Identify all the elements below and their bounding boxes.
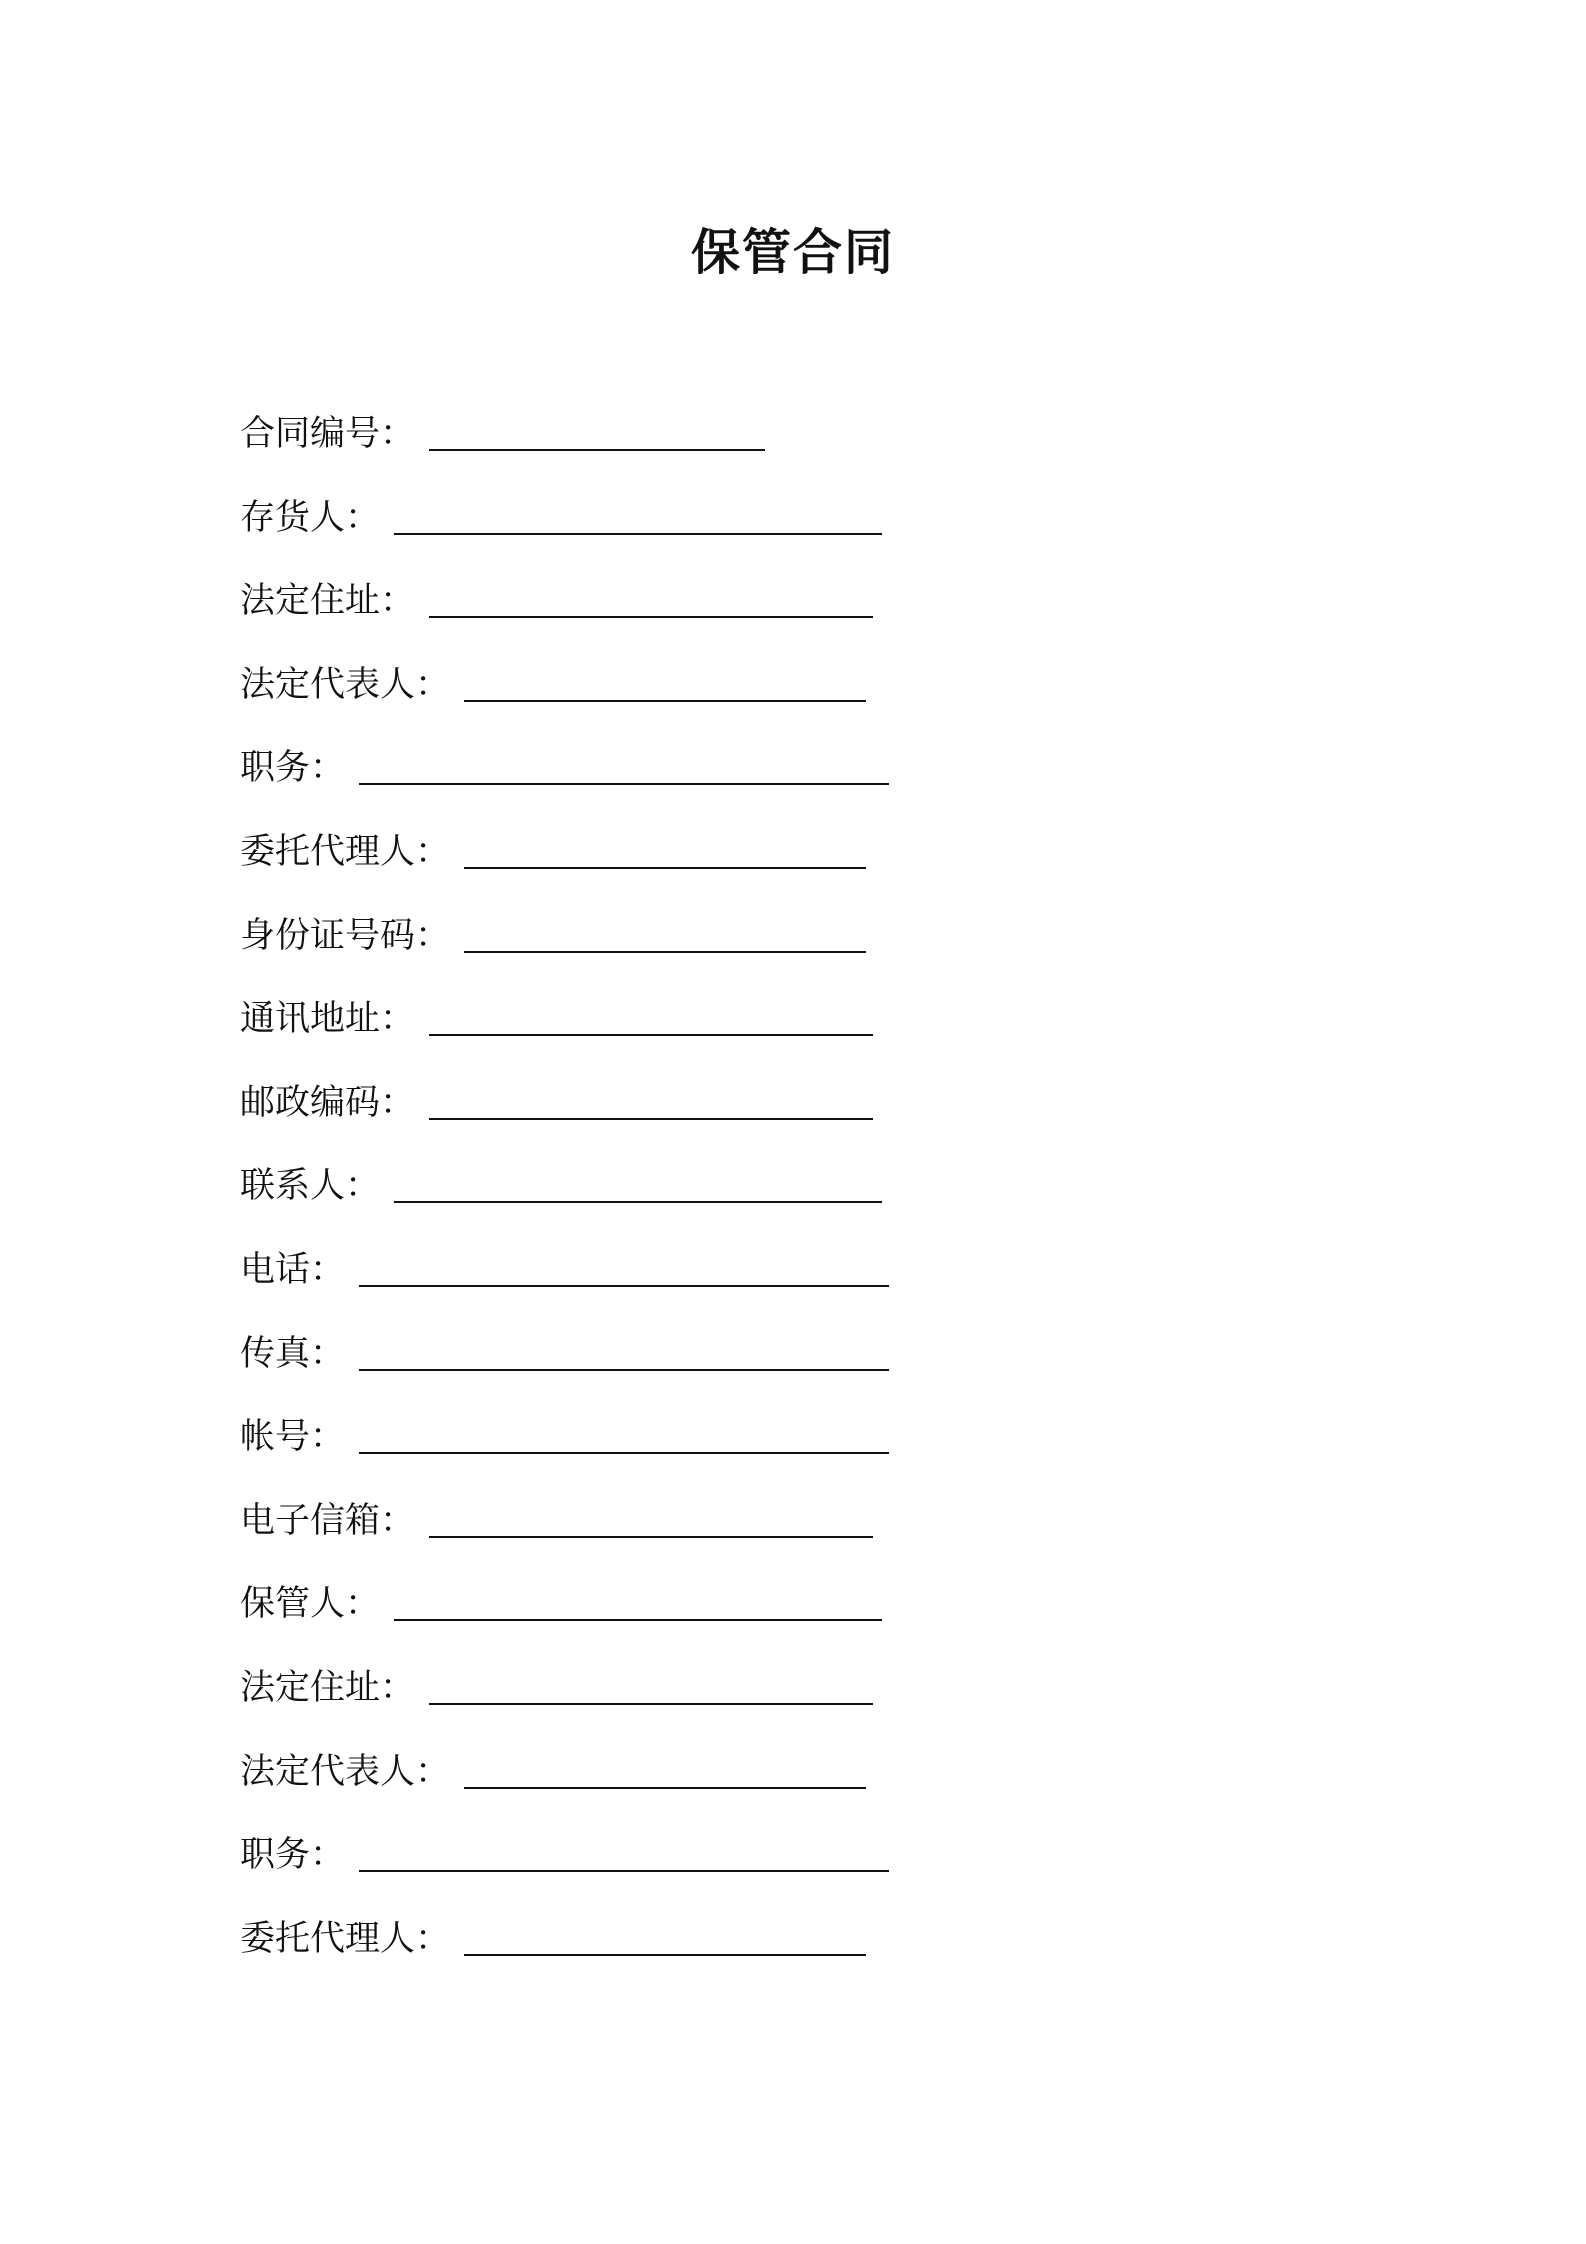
field-label: 法定代表人 (240, 664, 416, 705)
field-position (240, 738, 1340, 822)
field-colon: ： (310, 1333, 346, 1374)
field-colon: ： (415, 664, 451, 705)
field-colon: ： (345, 1166, 381, 1207)
fill-in-blank[interactable] (464, 917, 866, 953)
field-contact-person (240, 1156, 1340, 1240)
field-colon: ： (345, 497, 381, 538)
field-custodian-legal-representative (240, 1742, 1340, 1826)
field-label: 法定代表人 (240, 1751, 416, 1792)
field-label: 职务 (240, 748, 311, 789)
document-title: 保管合同 (690, 224, 895, 281)
field-depositor (240, 488, 1340, 572)
fill-in-blank[interactable] (464, 1753, 866, 1789)
field-colon: ： (415, 915, 451, 956)
fill-in-blank[interactable] (359, 1251, 889, 1287)
field-custodian (240, 1574, 1340, 1658)
fill-in-blank[interactable] (429, 1502, 873, 1538)
fill-in-blank[interactable] (359, 1418, 889, 1454)
field-list (240, 404, 1340, 1992)
field-colon: ： (415, 1751, 451, 1792)
field-label: 电话 (240, 1249, 311, 1290)
fill-in-blank[interactable] (394, 1167, 882, 1203)
field-label: 存货人 (240, 497, 346, 538)
fill-in-blank[interactable] (359, 1335, 889, 1371)
field-label: 电子信箱 (240, 1500, 381, 1541)
field-colon: ： (380, 1500, 416, 1541)
field-label: 合同编号 (240, 414, 381, 454)
field-colon: ： (310, 1417, 346, 1458)
field-colon: ： (380, 414, 416, 454)
field-id-number (240, 906, 1340, 990)
field-mailing-address (240, 989, 1340, 1073)
field-colon: ： (380, 581, 416, 622)
fill-in-blank[interactable] (464, 1920, 866, 1956)
fill-in-blank[interactable] (359, 749, 889, 785)
field-custodian-authorized-agent (240, 1909, 1340, 1993)
field-authorized-agent (240, 822, 1340, 906)
field-label: 委托代理人 (240, 1918, 416, 1959)
field-colon: ： (380, 1667, 416, 1708)
field-label: 邮政编码 (240, 1082, 381, 1123)
field-label: 帐号 (240, 1417, 311, 1458)
field-contract-number (240, 404, 1340, 488)
field-label: 法定住址 (240, 1667, 381, 1708)
field-colon: ： (380, 999, 416, 1040)
fill-in-blank[interactable] (394, 1585, 882, 1621)
field-label: 法定住址 (240, 581, 381, 622)
field-label: 委托代理人 (240, 831, 416, 872)
field-colon: ： (310, 1249, 346, 1290)
field-colon: ： (380, 1082, 416, 1123)
field-label: 传真 (240, 1333, 311, 1374)
field-label: 职务 (240, 1835, 311, 1876)
field-postal-code (240, 1073, 1340, 1157)
field-telephone (240, 1240, 1340, 1324)
field-custodian-position (240, 1825, 1340, 1909)
field-legal-address (240, 571, 1340, 655)
field-colon: ： (310, 1835, 346, 1876)
field-legal-representative (240, 655, 1340, 739)
field-colon: ： (310, 748, 346, 789)
fill-in-blank[interactable] (429, 415, 765, 451)
fill-in-blank[interactable] (429, 1669, 873, 1705)
fill-in-blank[interactable] (464, 833, 866, 869)
field-label: 联系人 (240, 1166, 346, 1207)
fill-in-blank[interactable] (429, 582, 873, 618)
field-account-number (240, 1407, 1340, 1491)
field-email (240, 1491, 1340, 1575)
fill-in-blank[interactable] (464, 666, 866, 702)
field-colon: ： (415, 831, 451, 872)
fill-in-blank[interactable] (394, 499, 882, 535)
field-custodian-legal-address (240, 1658, 1340, 1742)
field-label: 保管人 (240, 1584, 346, 1625)
field-colon: ： (345, 1584, 381, 1625)
field-label: 通讯地址 (240, 999, 381, 1040)
field-label: 身份证号码 (240, 915, 416, 956)
fill-in-blank[interactable] (429, 1084, 873, 1120)
field-colon: ： (415, 1918, 451, 1959)
fill-in-blank[interactable] (429, 1000, 873, 1036)
fill-in-blank[interactable] (359, 1836, 889, 1872)
field-fax (240, 1324, 1340, 1408)
